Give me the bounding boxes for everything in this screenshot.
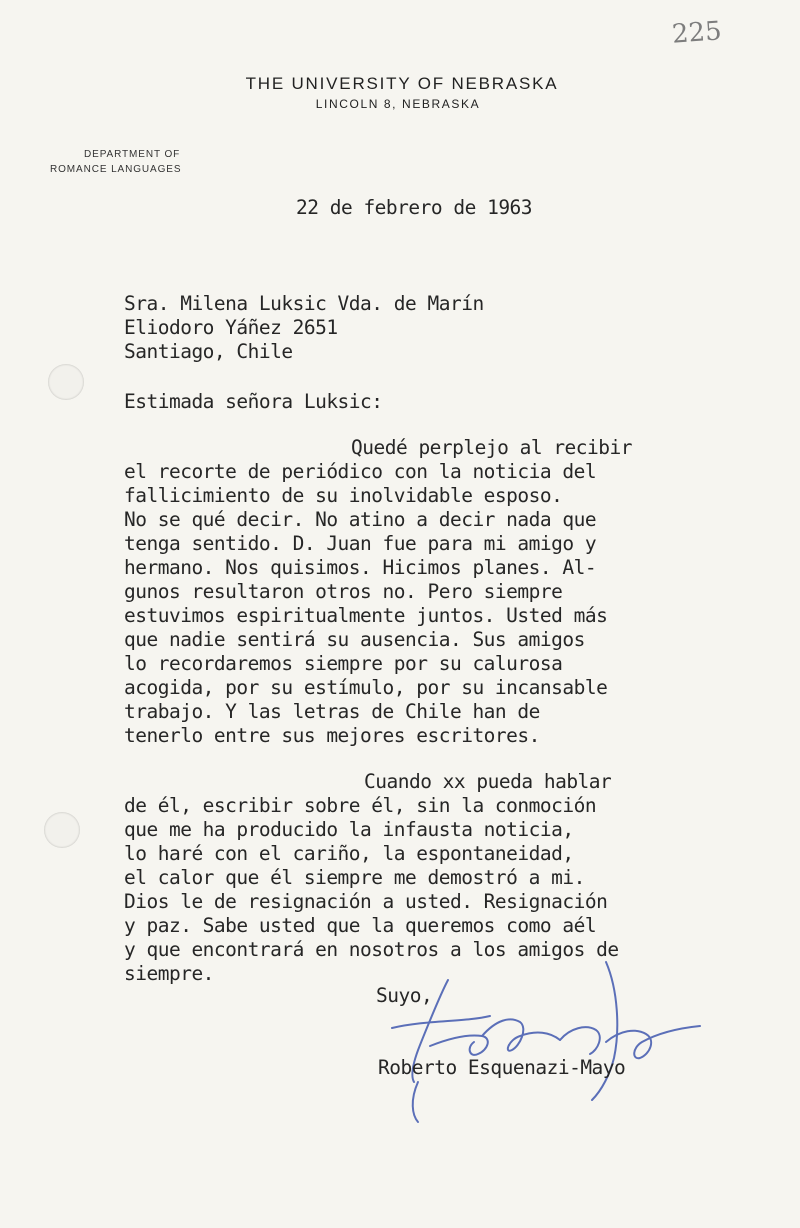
body-line: gunos resultaron otros no. Pero siempre: [124, 580, 563, 603]
body-line: lo haré con el cariño, la espontaneidad,: [124, 842, 574, 865]
letterhead-location: LINCOLN 8, NEBRASKA: [315, 97, 481, 111]
body-line: tenga sentido. D. Juan fue para mi amigo y: [124, 532, 597, 555]
body-line: acogida, por su estímulo, por su incansable: [124, 676, 608, 699]
body-line: Dios le de resignación a usted. Resignación: [124, 890, 608, 913]
body-line: trabajo. Y las letras de Chile han de: [124, 700, 540, 723]
punch-hole-bottom: [44, 812, 80, 848]
department-line-2: ROMANCE LANGUAGES: [50, 164, 182, 175]
signer-name: Roberto Esquenazi-Mayo: [378, 1056, 626, 1079]
body-line: estuvimos espiritualmente juntos. Usted más: [124, 604, 608, 627]
body-line: que nadie sentirá su ausencia. Sus amigos: [124, 628, 585, 651]
recipient-street: Eliodoro Yáñez 2651: [124, 316, 338, 339]
body-line: hermano. Nos quisimos. Hicimos planes. Al-: [124, 556, 597, 579]
punch-hole-top: [48, 364, 84, 400]
letter-date: 22 de febrero de 1963: [296, 196, 533, 219]
handwritten-signature: [370, 950, 720, 1130]
archive-number: 225: [671, 16, 723, 50]
body-line: Quedé perplejo al recibir: [351, 436, 632, 459]
recipient-name: Sra. Milena Luksic Vda. de Marín: [124, 292, 484, 315]
body-line: Cuando xx pueda hablar: [364, 770, 612, 793]
department-line-1: DEPARTMENT OF: [84, 149, 181, 160]
body-line: de él, escribir sobre él, sin la conmoción: [124, 794, 597, 817]
body-line: y paz. Sabe usted que la queremos como aél: [124, 914, 597, 937]
letterhead-institution: THE UNIVERSITY OF NEBRASKA: [245, 74, 559, 93]
closing: Suyo,: [376, 984, 433, 1007]
recipient-city: Santiago, Chile: [124, 340, 293, 363]
body-line: y que encontrará en nosotros a los amigos de: [124, 938, 619, 961]
body-line: fallicimiento de su inolvidable esposo.: [124, 484, 563, 507]
salutation: Estimada señora Luksic:: [124, 390, 383, 413]
body-line: siempre.: [124, 962, 214, 985]
body-line: el recorte de periódico con la noticia del: [124, 460, 597, 483]
body-line: que me ha producido la infausta noticia,: [124, 818, 574, 841]
body-line: lo recordaremos siempre por su calurosa: [124, 652, 563, 675]
body-line: tenerlo entre sus mejores escritores.: [124, 724, 540, 747]
body-line: No se qué decir. No atino a decir nada que: [124, 508, 597, 531]
body-line: el calor que él siempre me demostró a mi.: [124, 866, 585, 889]
